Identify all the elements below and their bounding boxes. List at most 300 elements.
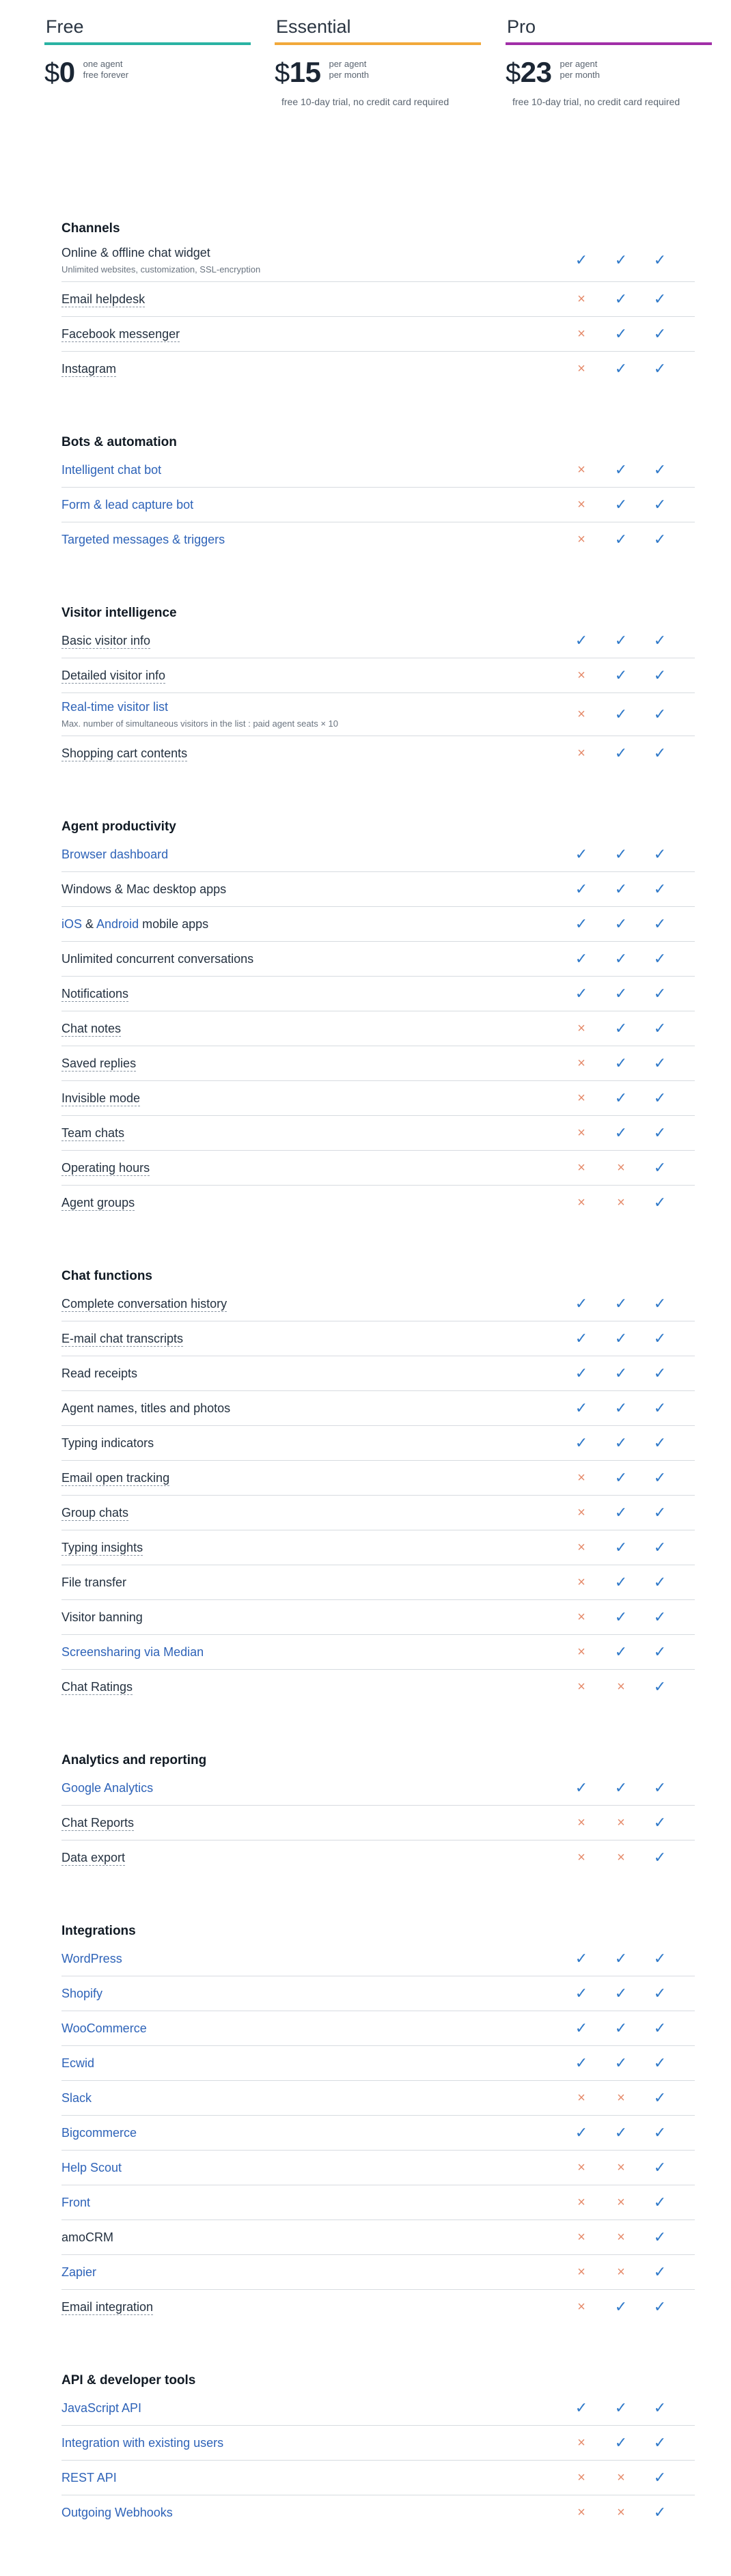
checkmark-icon: ✓	[614, 1295, 628, 1312]
feature-label-wrap	[61, 497, 193, 512]
plan-availability	[566, 1151, 682, 1185]
feature-label: File transfer	[61, 1576, 127, 1589]
cross-icon: ×	[577, 532, 585, 547]
feature-label-wrap	[61, 1575, 126, 1590]
cross-icon: ×	[577, 668, 585, 683]
feature-label[interactable]: Instagram	[61, 362, 117, 376]
feature-label-wrap	[61, 1296, 227, 1311]
feature-row	[61, 1496, 695, 1530]
feature-label[interactable]: Google Analytics	[61, 1781, 154, 1795]
checkmark-icon: ✓	[614, 2054, 628, 2071]
checkmark-icon: ✓	[653, 2228, 667, 2245]
checkmark-icon: ✓	[614, 985, 628, 1002]
feature-label-wrap	[61, 668, 165, 683]
feature-row	[61, 1530, 695, 1565]
checkmark-icon: ✓	[614, 744, 628, 761]
checkmark-icon: ✓	[614, 1054, 628, 1072]
checkmark-icon: ✓	[614, 2124, 628, 2141]
checkmark-icon: ✓	[653, 2054, 667, 2071]
checkmark-icon: ✓	[614, 1434, 628, 1451]
feature-row	[61, 624, 695, 658]
plan-free	[44, 15, 251, 88]
plan-availability	[566, 1186, 682, 1220]
feature-label-wrap	[61, 1366, 137, 1381]
checkmark-icon: ✓	[653, 2469, 667, 2486]
checkmark-icon: ✓	[575, 1950, 588, 1967]
plan-availability	[566, 837, 682, 871]
feature-row	[61, 837, 695, 872]
feature-label[interactable]: Real-time visitor list	[61, 700, 169, 714]
feature-label-wrap	[61, 2299, 153, 2314]
plan-availability	[566, 1391, 682, 1425]
checkmark-icon: ✓	[575, 985, 588, 1002]
plan-availability	[566, 1046, 682, 1080]
feature-row	[61, 1840, 695, 1875]
feature-label[interactable]: REST API	[61, 2471, 117, 2484]
plan-availability	[566, 1081, 682, 1115]
feature-section	[61, 603, 695, 770]
feature-link[interactable]: iOS	[61, 917, 83, 931]
feature-label: Typing indicators	[61, 1436, 154, 1450]
checkmark-icon: ✓	[614, 325, 628, 342]
feature-label-wrap	[61, 1331, 183, 1346]
feature-row	[61, 2151, 695, 2185]
feature-label[interactable]: Ecwid	[61, 2056, 95, 2070]
feature-label-wrap	[61, 2435, 223, 2450]
feature-label[interactable]: Shopify	[61, 1987, 103, 2000]
feature-row	[61, 1116, 695, 1151]
feature-label[interactable]: Email open tracking	[61, 1471, 170, 1485]
feature-label[interactable]: Targeted messages & triggers	[61, 533, 225, 546]
feature-row	[61, 1461, 695, 1496]
plan-availability	[566, 1321, 682, 1356]
feature-row	[61, 1976, 695, 2011]
feature-text: mobile apps	[139, 917, 209, 931]
feature-label[interactable]: Invisible mode	[61, 1091, 141, 1105]
plan-availability	[566, 977, 682, 1011]
checkmark-icon: ✓	[653, 461, 667, 478]
checkmark-icon: ✓	[614, 845, 628, 863]
cross-icon: ×	[577, 326, 585, 341]
feature-label-wrap	[61, 2230, 113, 2245]
plans-header	[0, 0, 731, 160]
feature-label[interactable]: Facebook messenger	[61, 327, 180, 341]
cross-icon: ×	[577, 2090, 585, 2105]
checkmark-icon: ✓	[614, 1539, 628, 1556]
feature-label[interactable]: Chat Reports	[61, 1816, 135, 1830]
checkmark-icon: ✓	[575, 1399, 588, 1416]
checkmark-icon: ✓	[614, 1985, 628, 2002]
checkmark-icon: ✓	[653, 1849, 667, 1866]
feature-label[interactable]: Complete conversation history	[61, 1297, 227, 1311]
plan-availability	[566, 736, 682, 770]
feature-label[interactable]: Zapier	[61, 2265, 97, 2279]
cross-icon: ×	[577, 462, 585, 477]
feature-label: Read receipts	[61, 1367, 138, 1380]
plan-availability	[566, 2391, 682, 2425]
feature-label[interactable]: Shopping cart contents	[61, 746, 188, 760]
plan-availability	[566, 1771, 682, 1805]
feature-label: Visitor banning	[61, 1610, 143, 1624]
cross-icon: ×	[617, 2090, 625, 2105]
feature-row	[61, 2426, 695, 2461]
feature-row	[61, 488, 695, 522]
cross-icon: ×	[617, 2265, 625, 2280]
feature-label-wrap	[61, 1091, 140, 1106]
checkmark-icon: ✓	[614, 251, 628, 268]
cross-icon: ×	[577, 1505, 585, 1520]
checkmark-icon: ✓	[614, 1950, 628, 1967]
checkmark-icon: ✓	[653, 1573, 667, 1591]
feature-row	[61, 942, 695, 977]
checkmark-icon: ✓	[653, 1020, 667, 1037]
plan-availability	[566, 624, 682, 658]
checkmark-icon: ✓	[653, 2298, 667, 2315]
feature-row	[61, 1081, 695, 1116]
feature-row	[61, 658, 695, 693]
feature-label-wrap	[61, 2125, 137, 2140]
feature-row	[61, 1356, 695, 1391]
feature-section	[61, 1266, 695, 1704]
checkmark-icon: ✓	[653, 1330, 667, 1347]
checkmark-icon: ✓	[653, 1779, 667, 1796]
checkmark-icon: ✓	[653, 325, 667, 342]
cross-icon: ×	[577, 2505, 585, 2520]
feature-comparison-table	[61, 219, 695, 2576]
checkmark-icon: ✓	[614, 461, 628, 478]
plan-availability	[566, 1670, 682, 1704]
feature-label	[61, 917, 208, 931]
cross-icon: ×	[577, 1125, 585, 1140]
checkmark-icon: ✓	[575, 2019, 588, 2036]
cross-icon: ×	[577, 1575, 585, 1590]
checkmark-icon: ✓	[614, 2019, 628, 2036]
feature-section	[61, 1750, 695, 1875]
section-title: Integrations	[61, 1924, 136, 1938]
feature-section	[61, 1921, 695, 2324]
plan-availability	[566, 2011, 682, 2045]
feature-row	[61, 2461, 695, 2495]
feature-label-wrap	[61, 1436, 154, 1451]
checkmark-icon: ✓	[575, 1985, 588, 2002]
feature-row	[61, 352, 695, 386]
feature-label-wrap	[61, 361, 116, 376]
checkmark-icon: ✓	[575, 845, 588, 863]
feature-label[interactable]: Outgoing Webhooks	[61, 2506, 173, 2519]
feature-label: amoCRM	[61, 2230, 114, 2244]
plan-availability	[566, 317, 682, 351]
feature-label-wrap	[61, 882, 226, 897]
checkmark-icon: ✓	[614, 632, 628, 649]
feature-label-wrap	[61, 633, 150, 648]
feature-label-wrap	[61, 1780, 153, 1795]
feature-label[interactable]: Chat Ratings	[61, 1680, 133, 1694]
plan-availability	[566, 1565, 682, 1599]
cross-icon: ×	[577, 361, 585, 376]
feature-row	[61, 1321, 695, 1356]
checkmark-icon: ✓	[575, 251, 588, 268]
feature-label: Online & offline chat widget	[61, 246, 210, 260]
cross-icon: ×	[577, 1815, 585, 1830]
cross-icon: ×	[577, 1160, 585, 1175]
feature-label-wrap	[61, 1644, 204, 1660]
checkmark-icon: ✓	[614, 1643, 628, 1660]
checkmark-icon: ✓	[653, 2019, 667, 2036]
plan-availability	[566, 522, 682, 557]
cross-icon: ×	[577, 2230, 585, 2245]
feature-label[interactable]: WordPress	[61, 1952, 122, 1965]
feature-row	[61, 1635, 695, 1670]
checkmark-icon: ✓	[653, 360, 667, 377]
plan-availability	[566, 2220, 682, 2254]
plan-availability	[566, 2461, 682, 2495]
feature-label[interactable]: Screensharing via Median	[61, 1645, 204, 1659]
checkmark-icon: ✓	[653, 1539, 667, 1556]
feature-label[interactable]: Email helpdesk	[61, 292, 146, 306]
plan-availability	[566, 1356, 682, 1390]
checkmark-icon: ✓	[653, 1950, 667, 1967]
feature-label[interactable]: JavaScript API	[61, 2401, 142, 2415]
feature-label[interactable]: Team chats	[61, 1126, 125, 1140]
price-notes: per agent per month	[329, 59, 370, 80]
checkmark-icon: ✓	[575, 1330, 588, 1347]
plan-availability	[566, 2255, 682, 2289]
checkmark-icon: ✓	[614, 950, 628, 967]
checkmark-icon: ✓	[653, 845, 667, 863]
checkmark-icon: ✓	[614, 2298, 628, 2315]
feature-row	[61, 2185, 695, 2220]
feature-label[interactable]: Basic visitor info	[61, 634, 151, 647]
checkmark-icon: ✓	[614, 2399, 628, 2416]
checkmark-icon: ✓	[653, 1089, 667, 1106]
checkmark-icon: ✓	[614, 1330, 628, 1347]
plan-availability	[566, 2426, 682, 2460]
plan-availability	[566, 2290, 682, 2324]
checkmark-icon: ✓	[614, 1399, 628, 1416]
cross-icon: ×	[577, 497, 585, 512]
checkmark-icon: ✓	[653, 251, 667, 268]
checkmark-icon: ✓	[653, 1985, 667, 2002]
checkmark-icon: ✓	[653, 880, 667, 897]
checkmark-icon: ✓	[614, 1504, 628, 1521]
cross-icon: ×	[577, 2435, 585, 2450]
plan-availability	[566, 282, 682, 316]
feature-section	[61, 219, 695, 386]
checkmark-icon: ✓	[575, 2124, 588, 2141]
checkmark-icon: ✓	[614, 1124, 628, 1141]
checkmark-icon: ✓	[653, 744, 667, 761]
feature-row	[61, 2391, 695, 2426]
feature-label-wrap	[61, 1125, 124, 1140]
cross-icon: ×	[577, 707, 585, 722]
feature-section	[61, 432, 695, 557]
checkmark-icon: ✓	[653, 1159, 667, 1176]
feature-label[interactable]: WooCommerce	[61, 2021, 147, 2035]
feature-label-wrap	[61, 1160, 150, 1175]
feature-label: Windows & Mac desktop apps	[61, 882, 227, 896]
feature-label[interactable]: Front	[61, 2196, 91, 2209]
feature-row	[61, 1391, 695, 1426]
plan-availability	[566, 352, 682, 386]
cross-icon: ×	[577, 1610, 585, 1625]
feature-row	[61, 1771, 695, 1806]
feature-label[interactable]: Email integration	[61, 2300, 154, 2314]
checkmark-icon: ✓	[614, 1608, 628, 1625]
plan-availability	[566, 239, 682, 281]
feature-label[interactable]: Intelligent chat bot	[61, 463, 162, 477]
feature-link[interactable]: Android	[96, 917, 139, 931]
checkmark-icon: ✓	[653, 2504, 667, 2521]
feature-label[interactable]: Browser dashboard	[61, 848, 169, 861]
feature-label-wrap	[61, 2265, 96, 2280]
plan-name: Free	[46, 16, 84, 37]
plan-availability	[566, 907, 682, 941]
plan-availability	[566, 1496, 682, 1530]
feature-label[interactable]: Group chats	[61, 1506, 129, 1520]
checkmark-icon: ✓	[614, 1469, 628, 1486]
feature-row	[61, 907, 695, 942]
checkmark-icon: ✓	[653, 496, 667, 513]
feature-label[interactable]: Operating hours	[61, 1161, 150, 1175]
plan-availability	[566, 693, 682, 736]
plan-availability	[566, 1942, 682, 1976]
checkmark-icon: ✓	[653, 667, 667, 684]
checkmark-icon: ✓	[653, 1054, 667, 1072]
plan-availability	[566, 1116, 682, 1150]
checkmark-icon: ✓	[653, 1678, 667, 1695]
cross-icon: ×	[577, 1850, 585, 1865]
feature-label[interactable]: Data export	[61, 1851, 126, 1864]
feature-label-wrap	[61, 1195, 135, 1210]
feature-row	[61, 317, 695, 352]
plan-availability	[566, 1461, 682, 1495]
checkmark-icon: ✓	[653, 1399, 667, 1416]
cross-icon: ×	[617, 1679, 625, 1694]
checkmark-icon: ✓	[614, 1020, 628, 1037]
feature-row	[61, 977, 695, 1011]
cross-icon: ×	[577, 2299, 585, 2314]
feature-label[interactable]: E-mail chat transcripts	[61, 1332, 184, 1345]
feature-label[interactable]: Slack	[61, 2091, 92, 2105]
feature-label: Agent names, titles and photos	[61, 1401, 231, 1415]
feature-row	[61, 453, 695, 488]
plan-name: Essential	[276, 16, 351, 37]
feature-row	[61, 2495, 695, 2530]
checkmark-icon: ✓	[575, 1779, 588, 1796]
feature-label-wrap	[61, 1470, 169, 1485]
feature-label-wrap	[61, 462, 161, 477]
plan-availability	[566, 2081, 682, 2115]
feature-label-wrap	[61, 2160, 122, 2175]
checkmark-icon: ✓	[614, 667, 628, 684]
feature-label[interactable]: Agent groups	[61, 1196, 135, 1209]
section-title: Visitor intelligence	[61, 606, 177, 620]
plan-price: $0	[44, 56, 75, 88]
feature-label: Unlimited concurrent conversations	[61, 952, 254, 966]
feature-label[interactable]: Form & lead capture bot	[61, 498, 194, 512]
feature-label-wrap	[61, 292, 145, 307]
checkmark-icon: ✓	[653, 915, 667, 932]
feature-label[interactable]: Notifications	[61, 987, 129, 1000]
feature-label[interactable]: Bigcommerce	[61, 2126, 137, 2140]
feature-label-wrap	[61, 847, 168, 862]
checkmark-icon: ✓	[575, 950, 588, 967]
plan-availability	[566, 2495, 682, 2530]
feature-row	[61, 2046, 695, 2081]
price-row	[506, 57, 712, 88]
section-title: Bots & automation	[61, 435, 177, 449]
plan-name: Pro	[507, 16, 536, 37]
feature-label-wrap	[61, 2400, 141, 2416]
feature-row	[61, 2116, 695, 2151]
feature-row	[61, 1011, 695, 1046]
feature-label[interactable]: Chat notes	[61, 1022, 122, 1035]
feature-label[interactable]: Integration with existing users	[61, 2436, 224, 2450]
checkmark-icon: ✓	[653, 1814, 667, 1831]
feature-label-wrap	[61, 916, 208, 932]
feature-label-wrap	[61, 326, 180, 341]
cross-icon: ×	[617, 1850, 625, 1865]
cross-icon: ×	[577, 1644, 585, 1660]
feature-label-wrap	[61, 2505, 173, 2520]
feature-description: Max. number of simultaneous visitors in the list : paid agent seats × 10	[61, 718, 339, 729]
feature-section	[61, 817, 695, 1220]
checkmark-icon: ✓	[575, 1295, 588, 1312]
plan-availability	[566, 658, 682, 692]
feature-label-wrap	[61, 1815, 134, 1830]
feature-label[interactable]: Saved replies	[61, 1056, 137, 1070]
plan-availability	[566, 1426, 682, 1460]
checkmark-icon: ✓	[653, 2434, 667, 2451]
feature-label[interactable]: Detailed visitor info	[61, 669, 166, 682]
plan-availability	[566, 1530, 682, 1565]
feature-label-wrap	[61, 1505, 128, 1520]
cross-icon: ×	[577, 1679, 585, 1694]
feature-label-wrap	[61, 1850, 125, 1865]
checkmark-icon: ✓	[614, 1089, 628, 1106]
feature-label[interactable]: Help Scout	[61, 2161, 122, 2174]
feature-text: &	[82, 917, 97, 931]
feature-row	[61, 239, 695, 282]
checkmark-icon: ✓	[614, 1779, 628, 1796]
checkmark-icon: ✓	[614, 1573, 628, 1591]
plan-availability	[566, 1806, 682, 1840]
price-row	[275, 57, 481, 88]
checkmark-icon: ✓	[614, 2434, 628, 2451]
plan-availability	[566, 1287, 682, 1321]
checkmark-icon: ✓	[575, 2054, 588, 2071]
feature-row	[61, 1600, 695, 1635]
checkmark-icon: ✓	[653, 1124, 667, 1141]
cross-icon: ×	[577, 746, 585, 761]
price-notes: one agent free forever	[83, 59, 129, 80]
plan-accent-bar	[275, 42, 481, 45]
checkmark-icon: ✓	[653, 632, 667, 649]
checkmark-icon: ✓	[653, 1469, 667, 1486]
plan-availability	[566, 2116, 682, 2150]
feature-label-wrap	[61, 2090, 92, 2105]
cross-icon: ×	[617, 2505, 625, 2520]
feature-label[interactable]: Typing insights	[61, 1541, 143, 1554]
plan-availability	[566, 1011, 682, 1046]
checkmark-icon: ✓	[575, 1434, 588, 1451]
cross-icon: ×	[577, 2265, 585, 2280]
cross-icon: ×	[617, 1195, 625, 1210]
checkmark-icon: ✓	[653, 1295, 667, 1312]
checkmark-icon: ✓	[575, 632, 588, 649]
checkmark-icon: ✓	[653, 2159, 667, 2176]
feature-label-wrap	[61, 1056, 136, 1071]
